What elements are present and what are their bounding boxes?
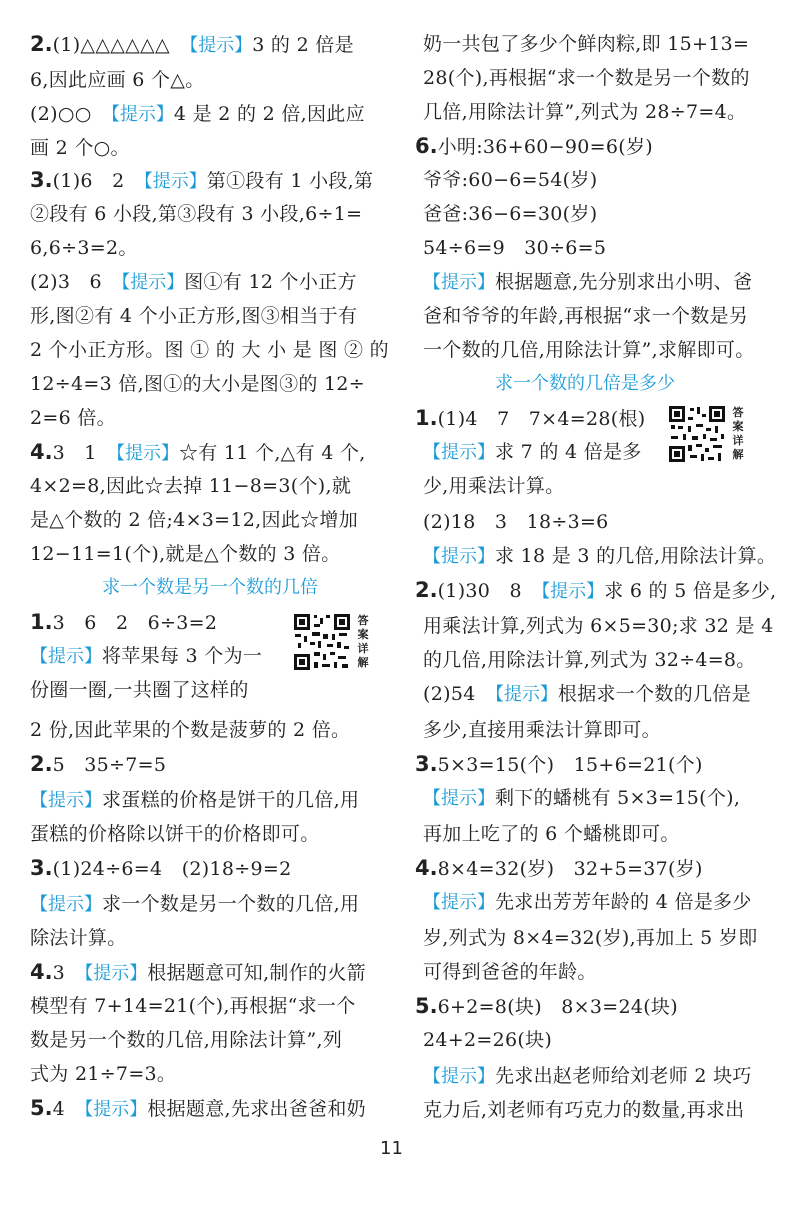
answer-line: (2)3 6 【提示】图①有 12 个小正方 xyxy=(30,271,357,293)
hint-label: 【提示】 xyxy=(423,892,495,913)
answer-line: 【提示】先求出赵老师给刘老师 2 块巧 xyxy=(423,1065,752,1087)
hint-label: 【提示】 xyxy=(115,443,179,464)
answer-line: 4.3 【提示】根据题意可知,制作的火箭 xyxy=(30,960,366,984)
answer-line: 28(个),再根据“求一个数是另一个数的 xyxy=(423,67,750,89)
qr-code[interactable] xyxy=(292,612,352,672)
hint-label: 【提示】 xyxy=(423,442,495,463)
answer-line: 模型有 7+14=21(个),再根据“求一个 xyxy=(30,995,356,1017)
hint-label: 【提示】 xyxy=(84,1099,148,1120)
answer-line: 蛋糕的价格除以饼干的价格即可。 xyxy=(30,823,320,845)
qr-code[interactable] xyxy=(667,404,727,464)
answer-line: 24+2=26(块) xyxy=(423,1029,553,1051)
section-heading: 求一个数是另一个数的几倍 xyxy=(102,577,318,598)
answer-line: 【提示】求 7 的 4 倍是多 xyxy=(423,441,642,463)
answer-line: 【提示】剩下的蟠桃有 5×3=15(个), xyxy=(423,787,741,809)
section-heading: 求一个数的几倍是多少 xyxy=(495,373,675,394)
hint-label: 【提示】 xyxy=(110,104,174,125)
qr-code-icon xyxy=(667,404,727,464)
hint-label: 【提示】 xyxy=(143,171,207,192)
hint-label: 【提示】 xyxy=(30,646,102,667)
answer-line: 画 2 个○。 xyxy=(30,137,130,159)
answer-line: 2 份,因此苹果的个数是菠萝的 2 倍。 xyxy=(30,719,351,741)
answer-line: 6,6÷3=2。 xyxy=(30,237,138,259)
answer-line: 爷爷:60−6=54(岁) xyxy=(423,169,598,191)
answer-line: 是△个数的 2 倍;4×3=12,因此☆增加 xyxy=(30,509,359,531)
answer-line: 2 个小正方形。图 ① 的 大 小 是 图 ② 的 xyxy=(30,339,389,361)
answer-line: 爸和爷爷的年龄,再根据“求一个数是另 xyxy=(423,305,749,327)
answer-line: 5.6+2=8(块) 8×3=24(块) xyxy=(415,994,678,1018)
hint-label: 【提示】 xyxy=(541,581,605,602)
answer-line: 【提示】求蛋糕的价格是饼干的几倍,用 xyxy=(30,789,360,811)
answer-line: 【提示】先求出芳芳年龄的 4 倍是多少 xyxy=(423,891,752,913)
hint-label: 【提示】 xyxy=(423,788,495,809)
answer-line: 3.(1)24÷6=4 (2)18÷9=2 xyxy=(30,856,292,880)
answer-line: 6.小明:36+60−90=6(岁) xyxy=(415,134,653,158)
answer-line: 2=6 倍。 xyxy=(30,407,116,429)
hint-label: 【提示】 xyxy=(30,790,102,811)
answer-line: 一个数的几倍,用除法计算”,求解即可。 xyxy=(423,339,755,361)
answer-line: 54÷6=9 30÷6=5 xyxy=(423,237,607,259)
answer-line: 4.3 1 【提示】☆有 11 个,△有 4 个, xyxy=(30,440,366,464)
qr-caption: 答 案 详 解 xyxy=(732,406,744,461)
answer-line: 式为 21÷7=3。 xyxy=(30,1063,177,1085)
answer-line: 的几倍,用除法计算,列式为 32÷4=8。 xyxy=(423,649,756,671)
page-number: 11 xyxy=(380,1138,403,1159)
answer-line: 2.(1)△△△△△△ 【提示】3 的 2 倍是 xyxy=(30,32,354,56)
hint-label: 【提示】 xyxy=(423,546,495,567)
answer-line: 3.5×3=15(个) 15+6=21(个) xyxy=(415,752,703,776)
qr-code-icon xyxy=(292,612,352,672)
qr-caption: 答 案 详 解 xyxy=(357,614,369,669)
answer-line: 4×2=8,因此☆去掉 11−8=3(个),就 xyxy=(30,475,352,497)
answer-line: (2)54 【提示】根据求一个数的几倍是 xyxy=(423,683,751,705)
answer-line: 【提示】求 18 是 3 的几倍,用除法计算。 xyxy=(423,545,777,567)
answer-line: 除法计算。 xyxy=(30,927,127,949)
answer-line: 4.8×4=32(岁) 32+5=37(岁) xyxy=(415,856,703,880)
answer-line: 12−11=1(个),就是△个数的 3 倍。 xyxy=(30,543,341,565)
answer-line: 12÷4=3 倍,图①的大小是图③的 12÷ xyxy=(30,373,366,395)
answer-line: 5.4 【提示】根据题意,先求出爸爸和奶 xyxy=(30,1096,366,1120)
answer-line: (2)○○ 【提示】4 是 2 的 2 倍,因此应 xyxy=(30,103,365,125)
answer-line: 3.(1)6 2 【提示】第①段有 1 小段,第 xyxy=(30,168,374,192)
answer-line: 少,用乘法计算。 xyxy=(423,475,565,497)
answer-line: 【提示】求一个数是另一个数的几倍,用 xyxy=(30,893,360,915)
hint-label: 【提示】 xyxy=(494,684,558,705)
answer-line: 6,因此应画 6 个△。 xyxy=(30,69,205,91)
answer-line: 形,图②有 4 个小正方形,图③相当于有 xyxy=(30,305,358,327)
answer-line: 多少,直接用乘法计算即可。 xyxy=(423,719,661,741)
answer-line: 1.(1)4 7 7×4=28(根) xyxy=(415,406,646,430)
answer-line: 1.3 6 2 6÷3=2 xyxy=(30,610,218,634)
hint-label: 【提示】 xyxy=(30,894,102,915)
answer-line: 岁,列式为 8×4=32(岁),再加上 5 岁即 xyxy=(423,927,758,949)
hint-label: 【提示】 xyxy=(423,1066,495,1087)
hint-label: 【提示】 xyxy=(423,272,495,293)
answer-line: 可得到爸爸的年龄。 xyxy=(423,961,597,983)
answer-line: 克力后,刘老师有巧克力的数量,再求出 xyxy=(423,1099,745,1121)
answer-line: 2.(1)30 8 【提示】求 6 的 5 倍是多少, xyxy=(415,578,777,602)
answer-line: 数是另一个数的几倍,用除法计算”,列 xyxy=(30,1029,343,1051)
hint-label: 【提示】 xyxy=(121,272,185,293)
answer-line: 【提示】根据题意,先分别求出小明、爸 xyxy=(423,271,753,293)
answer-line: ②段有 6 小段,第③段有 3 小段,6÷1= xyxy=(30,203,363,225)
answer-line: 2.5 35÷7=5 xyxy=(30,752,167,776)
answer-line: (2)18 3 18÷3=6 xyxy=(423,511,609,533)
answer-line: 再加上吃了的 6 个蟠桃即可。 xyxy=(423,823,680,845)
answer-line: 奶一共包了多少个鲜肉粽,即 15+13= xyxy=(423,33,750,55)
answer-line: 份圈一圈,一共圈了这样的 xyxy=(30,679,249,701)
answer-line: 爸爸:36−6=30(岁) xyxy=(423,203,598,225)
answer-line: 【提示】将苹果每 3 个为一 xyxy=(30,645,263,667)
answer-line: 几倍,用除法计算”,列式为 28÷7=4。 xyxy=(423,101,747,123)
answer-line: 用乘法计算,列式为 6×5=30;求 32 是 4 xyxy=(423,615,774,637)
hint-label: 【提示】 xyxy=(84,963,148,984)
hint-label: 【提示】 xyxy=(189,35,253,56)
